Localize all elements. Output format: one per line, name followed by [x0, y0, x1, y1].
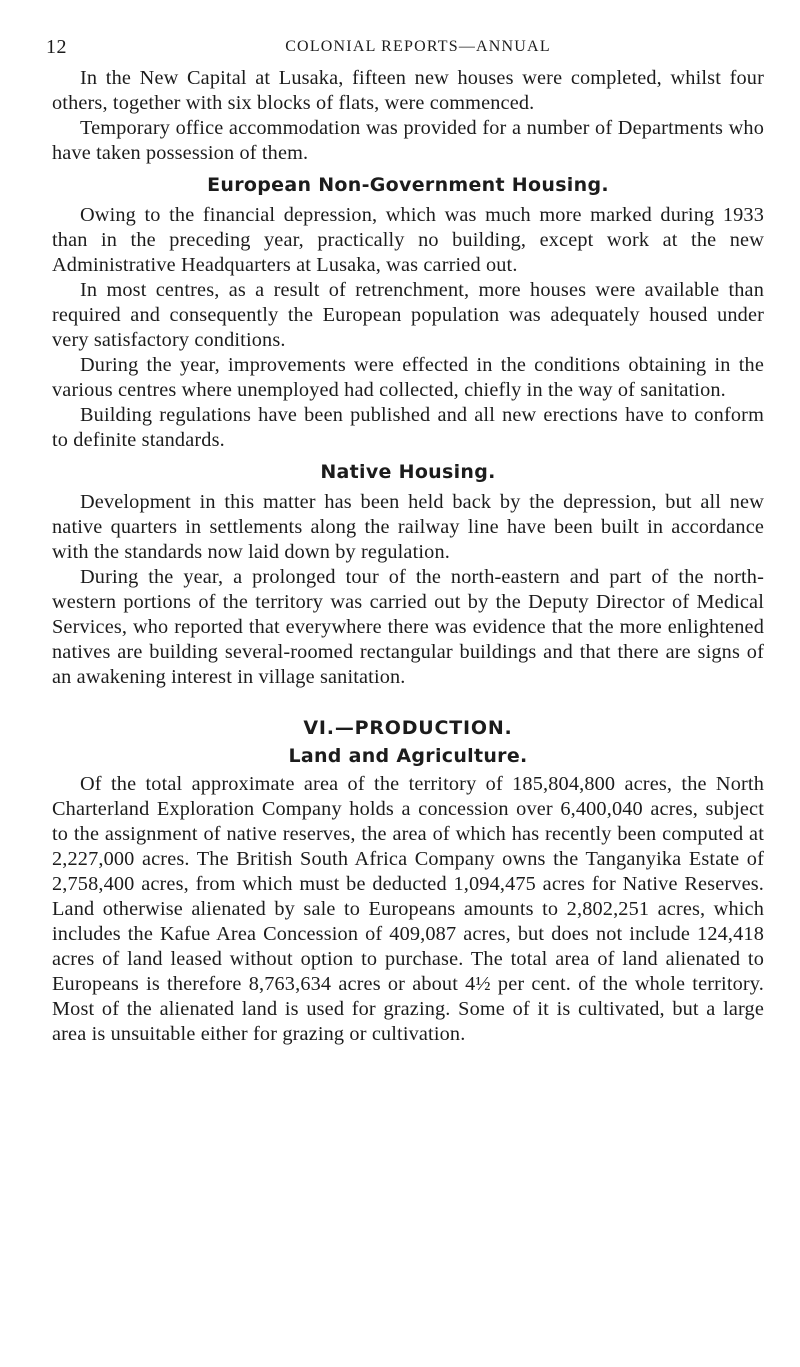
part-heading-production: VI.—PRODUCTION.: [303, 717, 513, 739]
paragraph: During the year, a prolonged tour of the north-eastern and part of the north-western portions of the territory was carried out by the Deputy Director of Medical Services, who reported that everywhere there was evidence that the more enlightened natives are building several-roomed rectangular buildings and that there are signs of an awakening interest in village sanitation.: [52, 566, 764, 688]
paragraph: During the year, improvements were effected in the conditions obtaining in the various centres where unemployed had collected, chiefly in the way of sanitation.: [52, 354, 764, 401]
running-head: [46, 36, 750, 60]
section-heading-land-agriculture: Land and Agriculture.: [288, 745, 528, 767]
paragraph: Temporary office accommodation was provided for a number of Departments who have taken possession of them.: [52, 117, 764, 164]
section-heading-european-housing: European Non-Government Housing.: [207, 174, 609, 196]
body-text: [52, 66, 764, 1047]
page-number: 12: [46, 36, 67, 58]
paragraph: In the New Capital at Lusaka, fifteen new houses were completed, whilst four others, together with six blocks of flats, were commenced.: [52, 67, 764, 114]
section-heading-native-housing: Native Housing.: [320, 461, 496, 483]
paragraph: Of the total approximate area of the territory of 185,804,800 acres, the North Charterland Exploration Company holds a concession over 6,400,040 acres, subject to the assignment of native reserves, the area of which has recently been computed at 2,227,000 acres. The British South Africa Company owns the Tanganyika Estate of 2,758,400 acres, from which must be deducted 1,094,475 acres for Native Reserves. Land otherwise alienated by sale to Europeans amounts to 2,802,251 acres, which includes the Kafue Area Concession of 409,087 acres, but does not include 124,418 acres of land leased without option to purchase. The total area of land alienated to Europeans is therefore 8,763,634 acres or about 4½ per cent. of the whole territory. Most of the alienated land is used for grazing. Some of it is cultivated, but a large area is unsuitable either for grazing or cultivation.: [52, 773, 764, 1045]
paragraph: In most centres, as a result of retrenchment, more houses were available than required and consequently the European population was adequately housed under very satisfactory conditions.: [52, 279, 764, 351]
paragraph: Development in this matter has been held back by the depression, but all new native quarters in settlements along the railway line have been built in accordance with the standards now laid down by regulation.: [52, 491, 764, 563]
paragraph: Owing to the financial depression, which was much more marked during 1933 than in the preceding year, practically no building, except work at the new Administrative Headquarters at Lusaka, was carried out.: [52, 204, 764, 276]
paragraph: Building regulations have been published and all new erections have to conform to definite standards.: [52, 404, 764, 451]
running-title: COLONIAL REPORTS—ANNUAL: [285, 38, 551, 55]
